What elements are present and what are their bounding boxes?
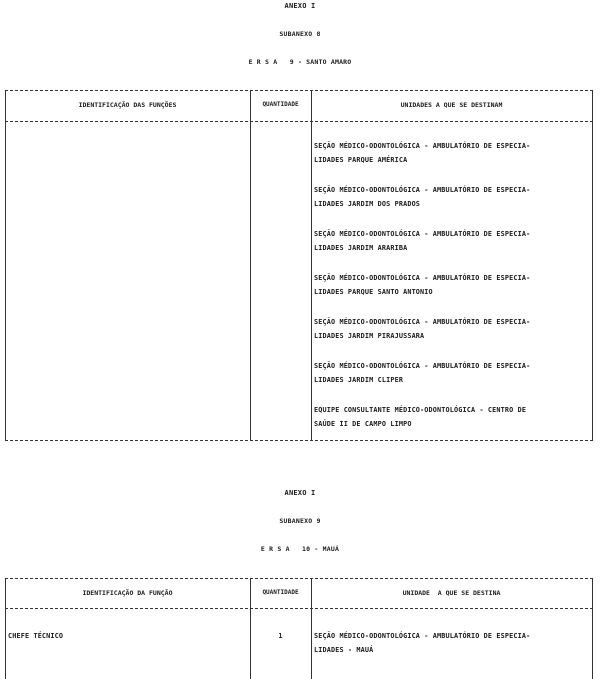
table-2-quantity: 1 [278, 632, 283, 640]
table-1-top-rule [5, 90, 593, 91]
table-1-divider-2 [311, 90, 312, 440]
annex-title-1: ANEXO I [284, 2, 316, 10]
table-2-top-rule [5, 578, 593, 579]
table-1-unit: SEÇÃO MÉDICO-ODONTOLÓGICA - AMBULATÓRIO DE ESPECIA- LIDADES JARDIM PIRAJUSSARA [314, 318, 531, 340]
table-1-unit: SEÇÃO MÉDICO-ODONTOLÓGICA - AMBULATÓRIO DE ESPECIA- LIDADES JARDIM CLIPER [314, 362, 531, 384]
table-2-header-unit: UNIDADE A QUE SE DESTINA [402, 589, 501, 597]
table-1-header-rule [5, 121, 593, 122]
table-1-bottom-rule [5, 440, 593, 441]
table-1-unit: SEÇÃO MÉDICO-ODONTOLÓGICA - AMBULATÓRIO DE ESPECIA- LIDADES JARDIM ARARIBA [314, 230, 531, 252]
ersa-title-1: E R S A 9 - SANTO AMARO [248, 58, 352, 66]
table-1-unit: SEÇÃO MÉDICO-ODONTOLÓGICA - AMBULATÓRIO DE ESPECIA- LIDADES JARDIM DOS PRADOS [314, 186, 531, 208]
table-2-right-border [592, 578, 593, 679]
table-1-unit: SEÇÃO MÉDICO-ODONTOLÓGICA - AMBULATÓRIO DE ESPECIA- LIDADES PARQUE SANTO ANTONIO [314, 274, 531, 296]
table-2-unit: SEÇÃO MÉDICO-ODONTOLÓGICA - AMBULATÓRIO DE ESPECIA- LIDADES - MAUÁ [314, 632, 531, 654]
table-1-left-border [5, 90, 6, 440]
ersa-title-2: E R S A 10 - MAUÁ [260, 545, 340, 553]
subannex-title-2: SUBANEXO 9 [279, 517, 321, 525]
table-1-header-units: UNIDADES A QUE SE DESTINAM [400, 101, 503, 109]
table-1-header-functions: IDENTIFICAÇÃO DAS FUNÇÕES [78, 101, 177, 109]
table-2-header-quantity: QUANTIDADE [262, 589, 299, 596]
table-1-right-border [592, 90, 593, 440]
table-2-header-function: IDENTIFICAÇÃO DA FUNÇÃO [82, 589, 173, 597]
annex-title-2: ANEXO I [284, 489, 316, 497]
table-1-unit: EQUIPE CONSULTANTE MÉDICO-ODONTOLÓGICA - CENTRO DE SAÚDE II DE CAMPO LIMPO [314, 406, 527, 428]
table-2-header-rule [5, 608, 593, 609]
table-1-divider-1 [250, 90, 251, 440]
table-2-function: CHEFE TÉCNICO [8, 632, 64, 640]
subannex-title-1: SUBANEXO 8 [279, 30, 321, 38]
table-1-unit: SEÇÃO MÉDICO-ODONTOLÓGICA - AMBULATÓRIO DE ESPECIA- LIDADES PARQUE AMÉRICA [314, 142, 531, 164]
table-1-header-quantity: QUANTIDADE [262, 101, 299, 108]
